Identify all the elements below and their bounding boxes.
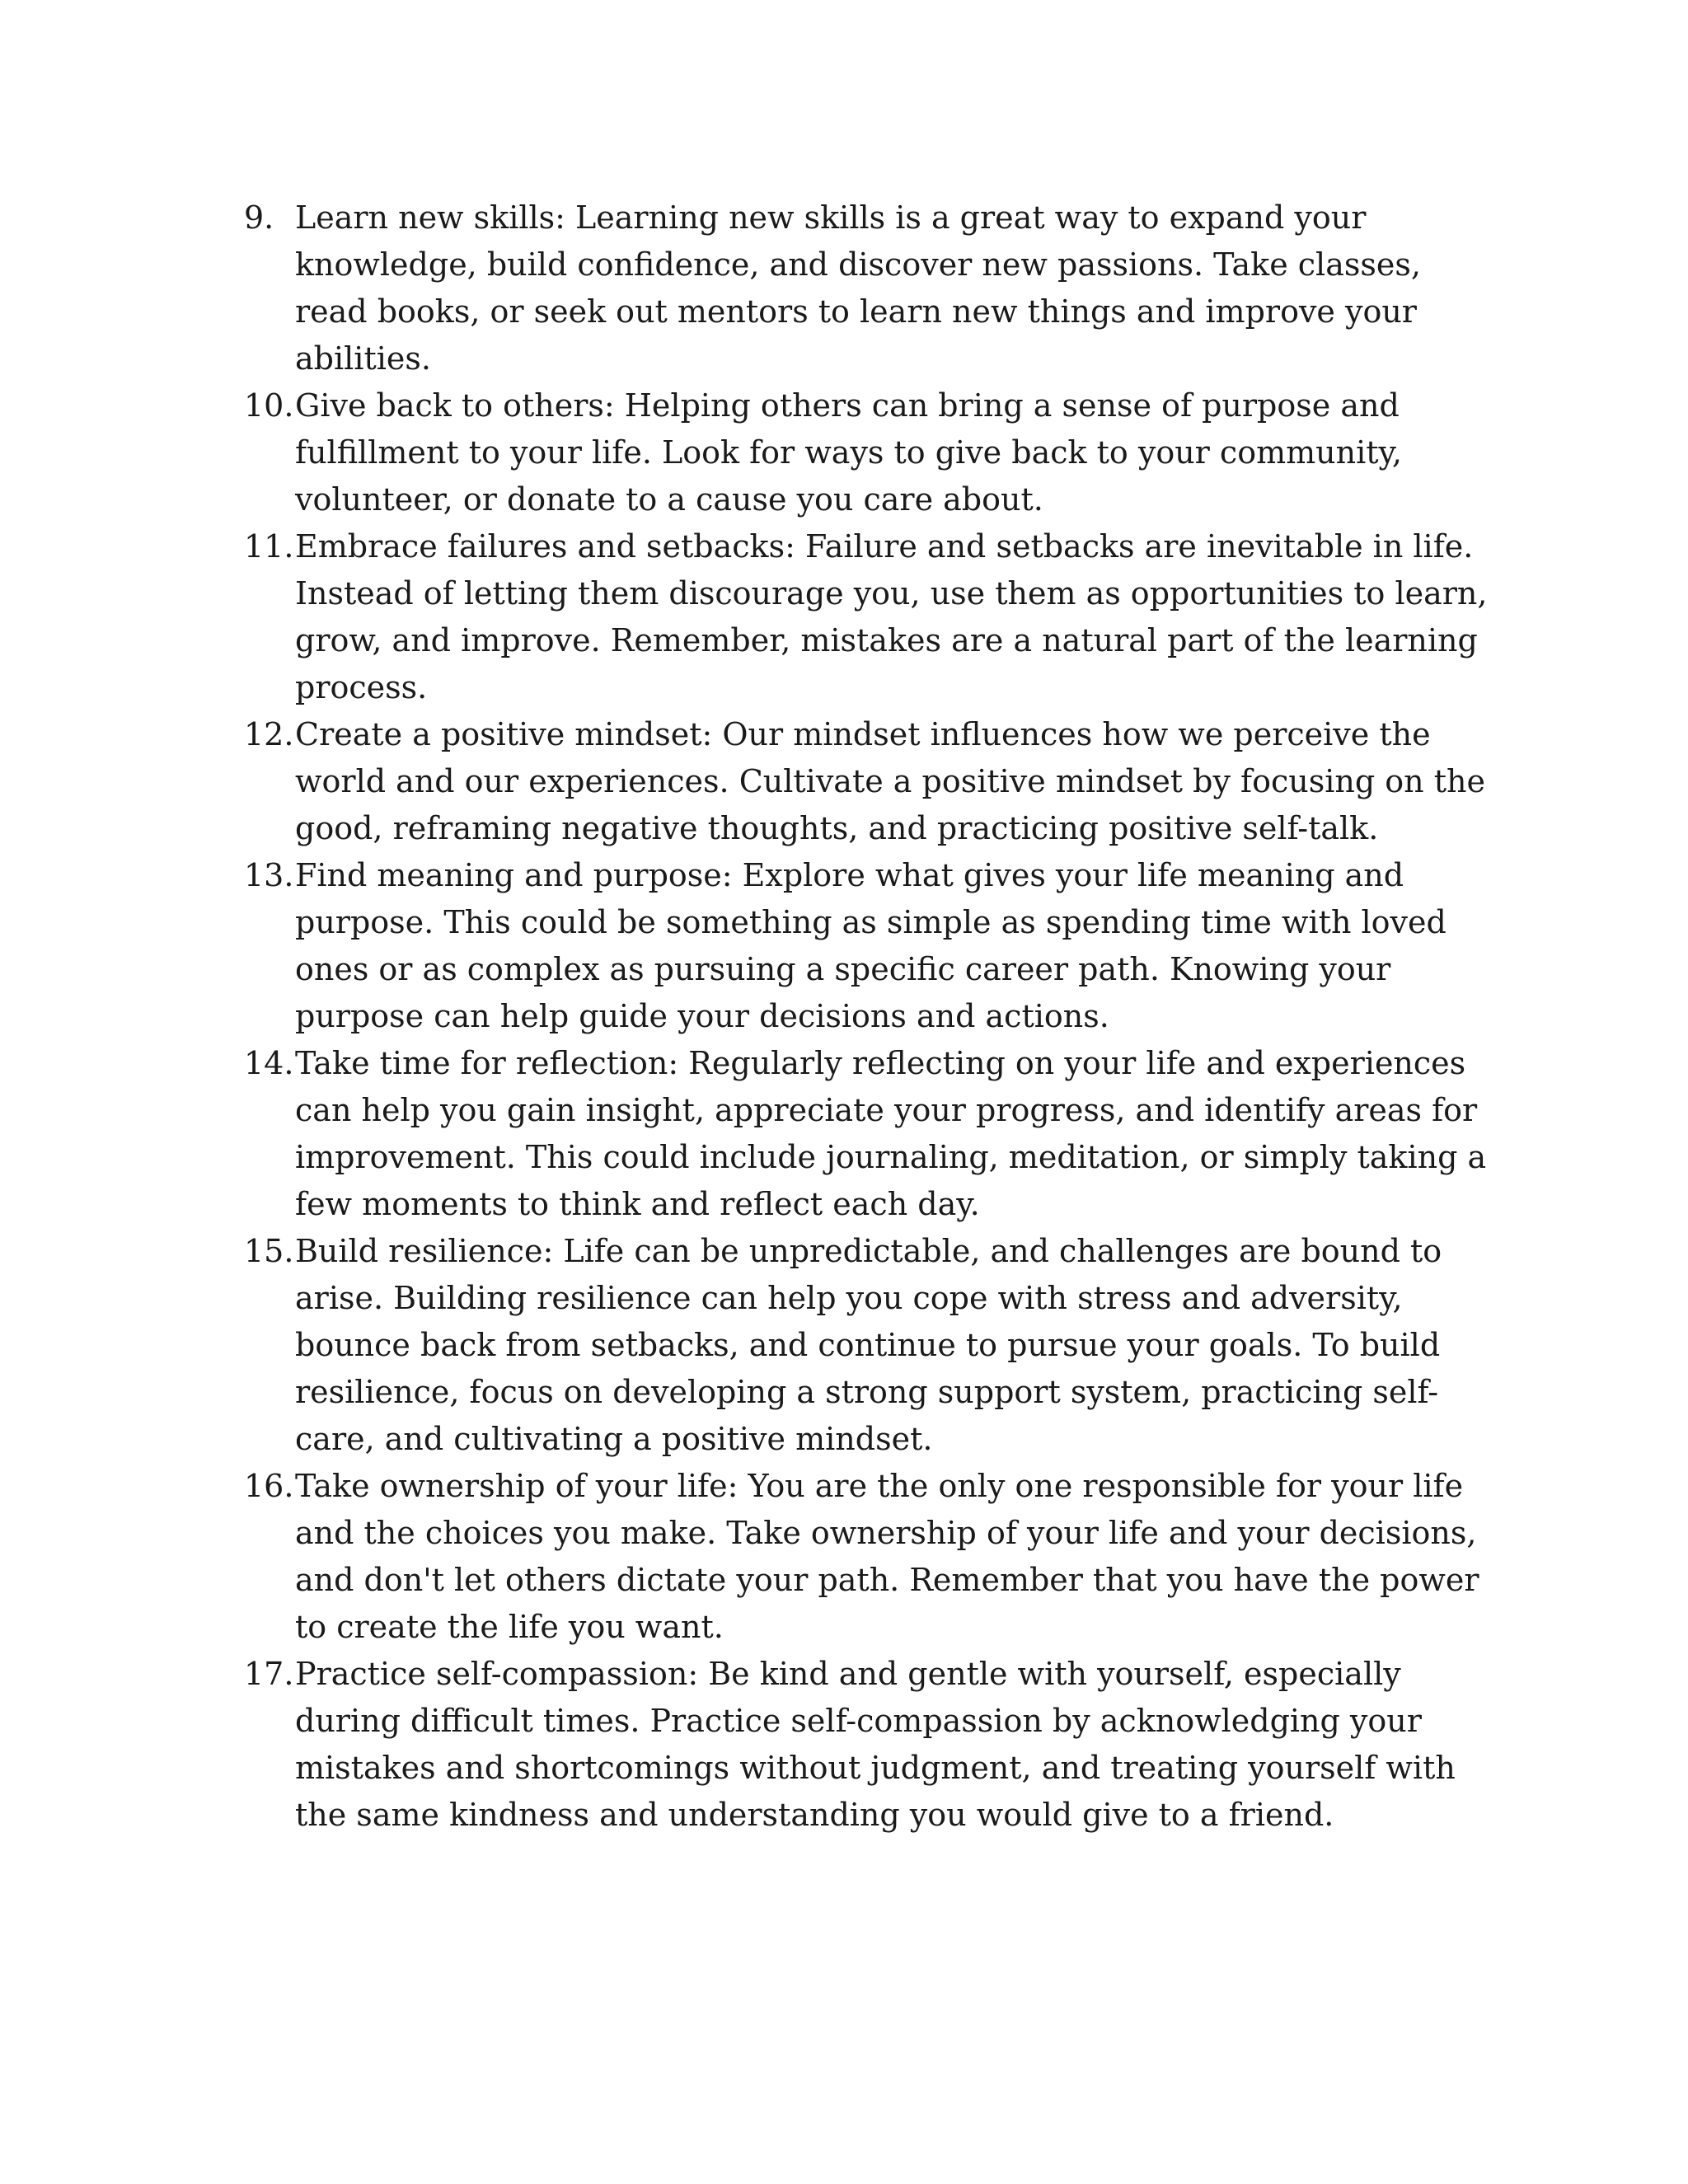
list-item [244, 194, 1497, 382]
list-item [244, 711, 1497, 852]
list-item-number: 15. [244, 1233, 294, 1269]
list-item-number: 17. [244, 1656, 294, 1692]
list-item-number: 16. [244, 1468, 294, 1504]
list-item-text: Take time for reflection: Regularly reflecting on your life and experiences can help you gain insight, appreciate your progress, and identify areas for improvement. This could include journaling, meditation, or simply taking a few moments to think and reflect each day. [295, 1045, 1487, 1222]
list-item-text: Build resilience: Life can be unpredictable, and challenges are bound to arise. Building resilience can help you cope with stress and adversity, bounce back from setbacks, and continue to pursue your goals. To build resilience, focus on developing a strong support system, practicing self-care, and cultivating a positive mindset. [295, 1233, 1442, 1457]
list-item [244, 523, 1497, 711]
list-item [244, 852, 1497, 1040]
list-item-number: 10. [244, 387, 294, 424]
list-item-number: 9. [244, 199, 274, 236]
list-item-text: Embrace failures and setbacks: Failure and setbacks are inevitable in life. Instead of letting them discourage you, use them as opportunities to learn, grow, and improve. Remember, mistakes are a natural part of the learning process. [295, 528, 1488, 705]
list-item-text: Practice self-compassion: Be kind and gentle with yourself, especially during difficult times. Practice self-compassion by acknowledging your mistakes and shortcomings without judgment, and treating yourself with the same kindness and understanding you would give to a friend. [295, 1656, 1456, 1833]
list-item-text: Take ownership of your life: You are the only one responsible for your life and the choices you make. Take ownership of your life and your decisions, and don't let others dictate your path. Remember that you have the power to create the life you want. [295, 1468, 1479, 1645]
list-item-number: 14. [244, 1045, 294, 1081]
list-item [244, 382, 1497, 523]
numbered-list [244, 194, 1497, 1839]
list-item-text: Create a positive mindset: Our mindset influences how we perceive the world and our experiences. Cultivate a positive mindset by focusing on the good, reframing negative thoughts, and practicing positive self-talk. [295, 716, 1485, 846]
list-item [244, 1651, 1497, 1839]
list-item-number: 13. [244, 857, 294, 893]
list-item-number: 11. [244, 528, 294, 565]
list-item-text: Find meaning and purpose: Explore what gives your life meaning and purpose. This could be something as simple as spending time with loved ones or as complex as pursuing a specific career path. Knowing your purpose can help guide your decisions and actions. [295, 857, 1447, 1034]
list-item [244, 1463, 1497, 1651]
list-item-number: 12. [244, 716, 294, 752]
list-item-text: Give back to others: Helping others can bring a sense of purpose and fulfillment to your life. Look for ways to give back to your community, volunteer, or donate to a cause you care about. [295, 387, 1403, 518]
list-item [244, 1228, 1497, 1463]
list-item-text: Learn new skills: Learning new skills is a great way to expand your knowledge, build confidence, and discover new passions. Take classes, read books, or seek out mentors to learn new things and improve your abilities. [295, 199, 1421, 377]
list-item [244, 1040, 1497, 1228]
